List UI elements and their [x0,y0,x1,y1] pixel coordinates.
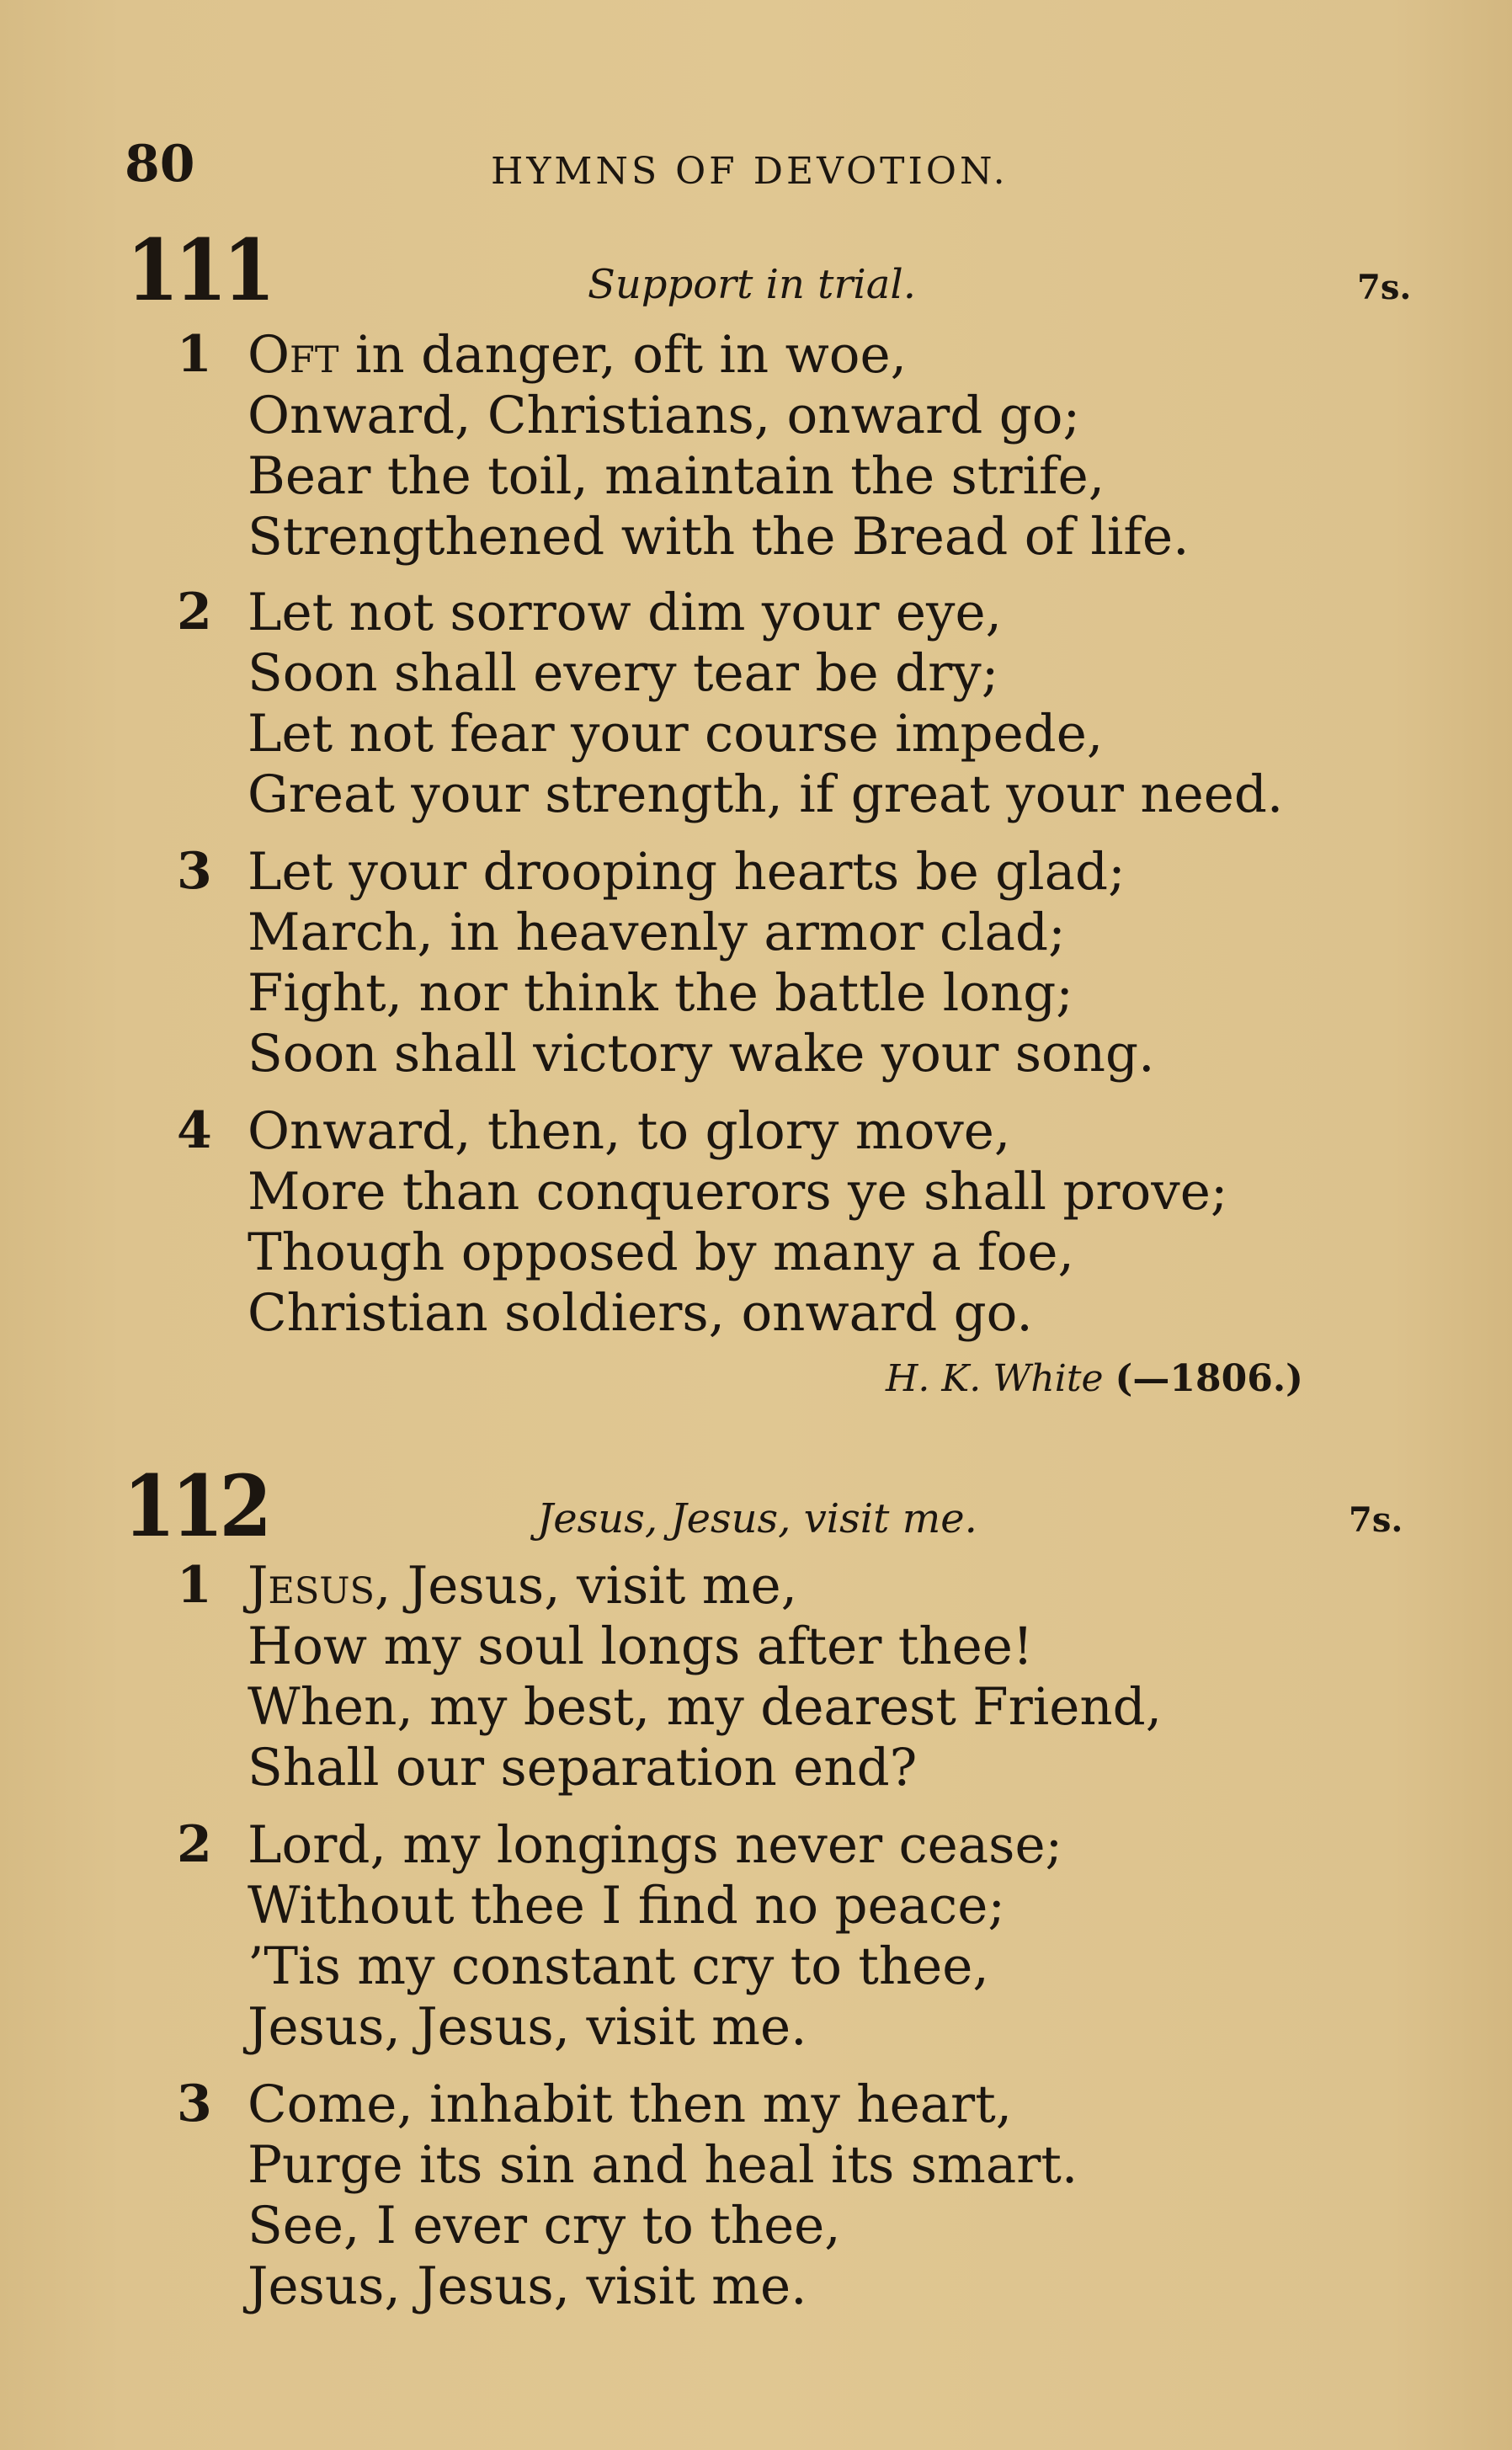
verse-line: Strengthened with the Bread of life. [248,507,1190,567]
verse-line [248,1556,1162,1616]
hymn-title: Jesus, Jesus, visit me. [537,1495,977,1542]
verse-line: Let your drooping hearts be glad; [248,842,1126,902]
verse-line [248,325,1190,386]
stanza-number: 4 [177,1101,212,1160]
first-word: Jesus [248,1556,375,1616]
hymn-number: 112 [123,1457,268,1556]
author-date: (—1806.) [1115,1357,1303,1400]
page-header [125,135,1051,202]
verse-line: March, in heavenly armor clad; [248,903,1066,962]
verse-line: Jesus, Jesus, visit me. [248,2256,807,2316]
hymn-meter: 7s. [1349,1500,1403,1540]
stanza-number: 3 [177,842,212,901]
stanza-number: 2 [177,583,212,642]
verse-line: Onward, then, to glory move, [248,1101,1011,1161]
verse-line: Come, inhabit then my heart, [248,2075,1013,2134]
verse-line: Fight, nor think the battle long; [248,963,1073,1023]
verse-line: Without thee I find no peace; [248,1876,1005,1936]
hymn-attribution [886,1357,1303,1400]
stanza-number: 3 [177,2075,212,2133]
verse-line: Great your strength, if great your need. [248,764,1284,824]
verse-line: How my soul longs after thee! [248,1616,1034,1676]
verse-line: Soon shall every tear be dry; [248,643,999,703]
verse-line: When, my best, my dearest Friend, [248,1677,1163,1737]
verse-line: Let not sorrow dim your eye, [248,583,1002,642]
verse-line: Christian soldiers, onward go. [248,1283,1033,1343]
hymn-title: Support in trial. [588,261,916,308]
verse-line: Shall our separation end? [248,1738,918,1798]
first-line-rest: in danger, oft in woe, [338,325,908,385]
stanza-number: 2 [177,1815,212,1874]
first-line-rest: , Jesus, visit me, [375,1556,798,1616]
hymn-number: 111 [126,221,271,320]
verse-line: Purge its sin and heal its smart. [248,2135,1078,2195]
verse-line: Let not fear your course impede, [248,704,1104,764]
verse-line: More than conquerors ye shall prove; [248,1162,1228,1222]
stanza-number: 1 [177,1556,212,1615]
author-name: H. K. White [886,1357,1104,1400]
stanza-number: 1 [177,325,212,384]
verse-line: Lord, my longings never cease; [248,1815,1063,1875]
verse-line: Soon shall victory wake your song. [248,1024,1155,1084]
verse-line: See, I ever cry to thee, [248,2196,841,2256]
page-number: 80 [125,135,195,194]
verse-line: Onward, Christians, onward go; [248,386,1081,445]
verse-line: Though opposed by many a foe, [248,1222,1074,1282]
running-title: HYMNS OF DEVOTION. [491,150,1009,193]
verse-line: ’Tis my constant cry to thee, [248,1936,989,1996]
verse-line: Bear the toil, maintain the strife, [248,446,1105,506]
first-word: Oft [248,325,339,385]
hymn-meter: 7s. [1357,268,1412,307]
verse-line: Jesus, Jesus, visit me. [248,1997,807,2057]
